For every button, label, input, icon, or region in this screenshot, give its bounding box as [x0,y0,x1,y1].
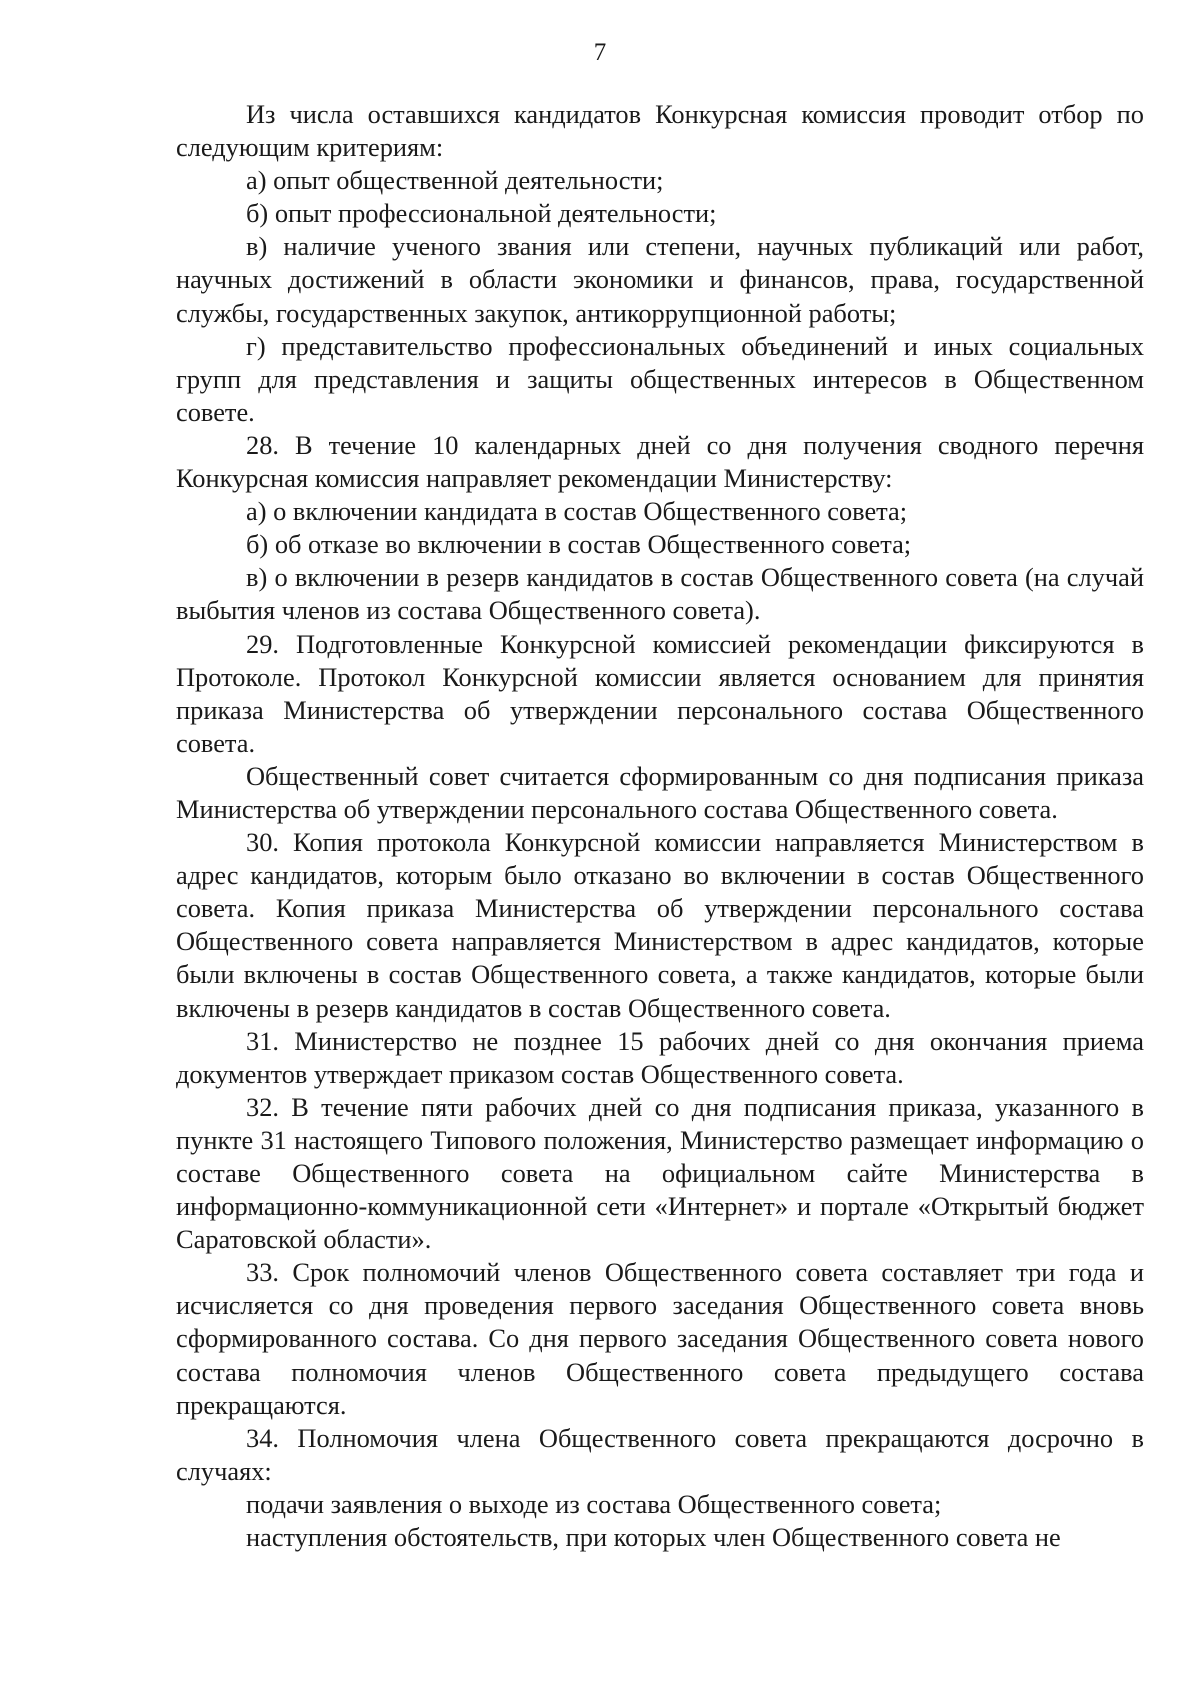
paragraph-item-28-b: б) об отказе во включении в состав Общественного совета; [246,529,912,560]
paragraph-criterion-g: г) представительство профессиональных объединений и иных социальных групп для представления и защиты общественных интересов в Общественном совете. [176,330,1144,427]
paragraph-item-34: 34. Полномочия члена Общественного совета прекращаются досрочно в случаях: [176,1422,1144,1486]
paragraph-item-29: 29. Подготовленные Конкурсной комиссией рекомендации фиксируются в Протоколе. Протокол Конкурсной комиссии является основанием для принятия приказа Министерства об утверждении персонального состава Общественного совета. [176,628,1144,758]
paragraph-item-34-case-2: наступления обстоятельств, при которых член Общественного совета не [246,1522,1061,1553]
paragraph-item-30: 30. Копия протокола Конкурсной комиссии направляется Министерством в адрес кандидатов, которым было отказано во включении в состав Общественного совета. Копия приказа Министерства об утверждении персонального состава Общественного совета направляется Министерством в адрес кандидатов, которые были включены в состав Общественного совета, а также кандидатов, которые были включены в резерв кандидатов в состав Общественного совета. [176,827,1144,1023]
paragraph-item-31: 31. Министерство не позднее 15 рабочих дней со дня окончания приема документов утверждает приказом состав Общественного совета. [176,1025,1144,1089]
paragraph-item-28-a: а) о включении кандидата в состав Общественного совета; [246,496,908,527]
paragraph-council-formed: Общественный совет считается сформированным со дня подписания приказа Министерства об утверждении персонального состава Общественного совета. [176,760,1144,824]
paragraph-item-28: 28. В течение 10 календарных дней со дня получения сводного перечня Конкурсная комиссия направляет рекомендации Министерству: [176,429,1144,494]
paragraph-item-33: 33. Срок полномочий членов Общественного совета составляет три года и исчисляется со дня проведения первого заседания Общественного совета вновь сформированного состава. Со дня первого заседания Общественного совета нового состава полномочия членов Общественного совета предыдущего состава прекращаются. [176,1257,1144,1420]
paragraph-criterion-v: в) наличие ученого звания или степени, научных публикаций или работ, научных достижений в области экономики и финансов, права, государственной службы, государственных закупок, антикоррупционной работы; [176,231,1144,328]
document-body [176,98,1144,1554]
paragraph-criterion-b: б) опыт профессиональной деятельности; [246,198,717,229]
paragraph-item-32: 32. В течение пяти рабочих дней со дня подписания приказа, указанного в пункте 31 настоящего Типового положения, Министерство размещает информацию о составе Общественного совета на официальном сайте Министерства в информационно-коммуникационной сети «Интернет» и портале «Открытый бюджет Саратовской области». [176,1091,1144,1255]
paragraph-item-34-case-1: подачи заявления о выходе из состава Общественного совета; [246,1488,942,1519]
paragraph-selection-intro: Из числа оставшихся кандидатов Конкурсная комиссия проводит отбор по следующим критериям: [176,99,1144,163]
page-number: 7 [593,39,607,66]
paragraph-criterion-a: а) опыт общественной деятельности; [246,165,664,196]
paragraph-item-28-v: в) о включении в резерв кандидатов в состав Общественного совета (на случай выбытия членов из состава Общественного совета). [176,562,1144,626]
